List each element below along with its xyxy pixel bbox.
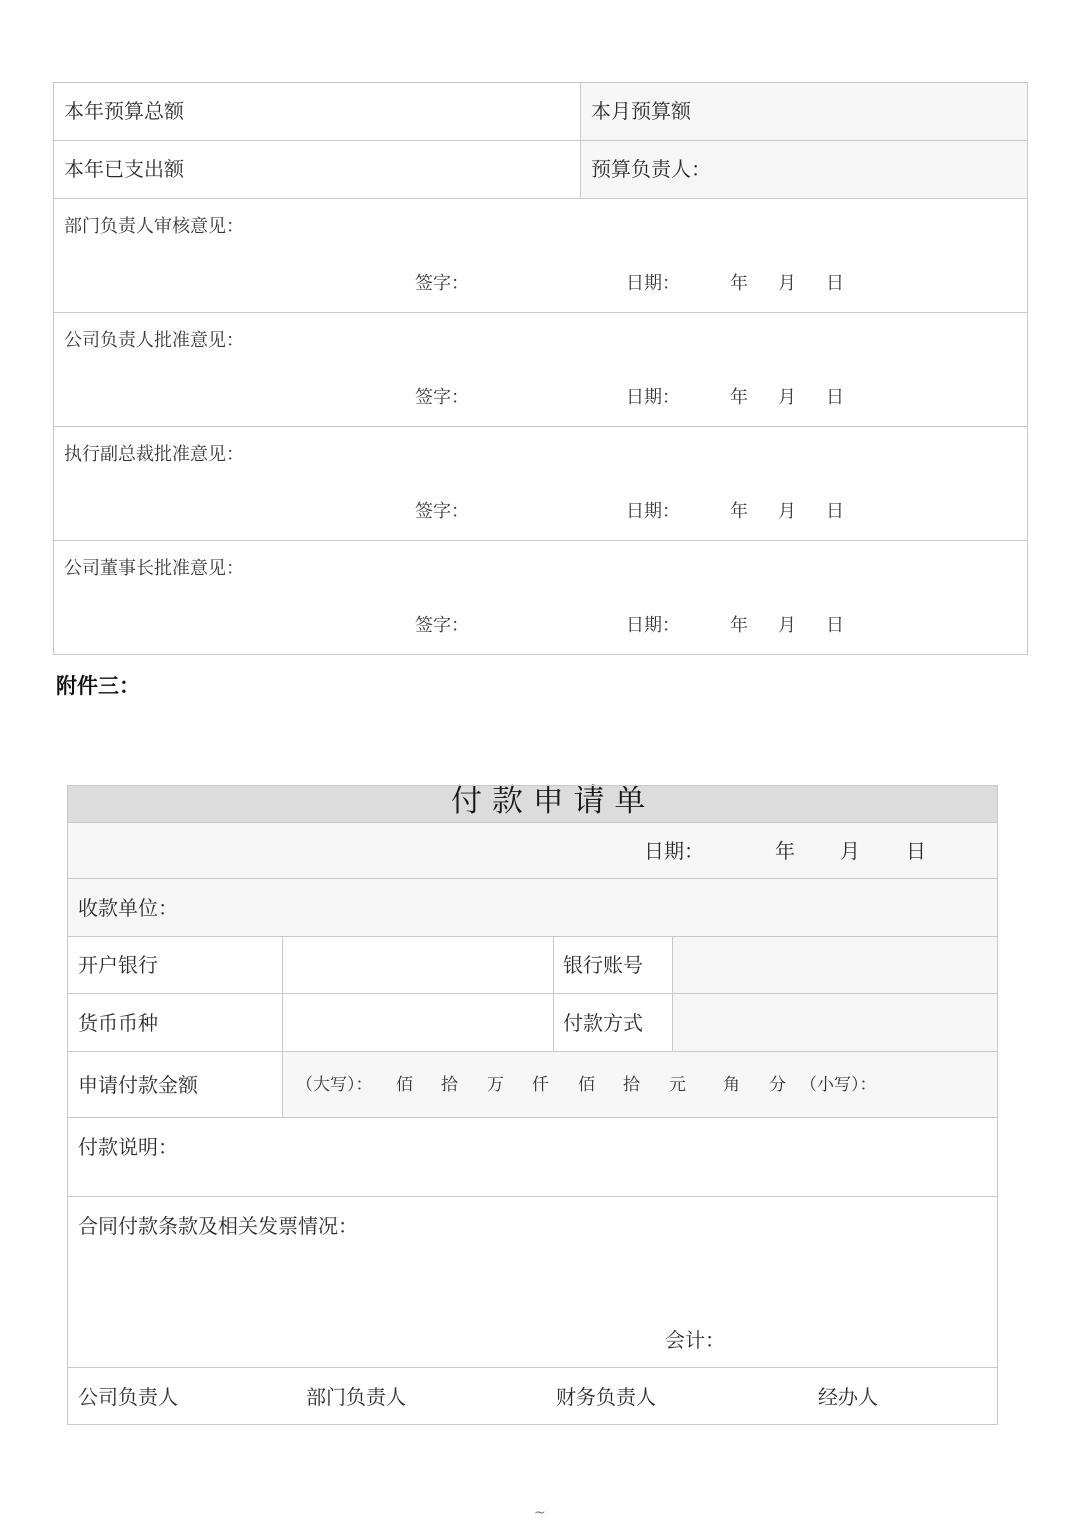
unit-yuan: 元	[669, 1075, 686, 1095]
sign-label: 签字：	[415, 387, 469, 408]
unit-fen: 分	[769, 1075, 786, 1095]
unit-wan: 万	[487, 1075, 504, 1095]
sign-label: 签字：	[415, 273, 469, 294]
amount-lower-label: （小写）：	[800, 1075, 877, 1095]
unit-jiao: 角	[723, 1075, 740, 1095]
year-label: 年	[730, 387, 748, 408]
date-label: 日期：	[626, 273, 680, 294]
form-month-label: 月	[840, 839, 860, 863]
budget-owner-label: 预算负责人：	[591, 157, 711, 181]
signer-handler: 经办人	[818, 1385, 878, 1409]
payee-row-bg	[68, 879, 997, 936]
signer-company-head: 公司负责人	[78, 1385, 178, 1409]
year-label: 年	[730, 615, 748, 636]
account-label: 银行账号	[563, 953, 643, 977]
approval-title: 执行副总裁批准意见：	[64, 444, 244, 465]
description-label: 付款说明：	[78, 1135, 178, 1159]
date-label: 日期：	[626, 501, 680, 522]
amount-upper-label: （大写）：	[296, 1075, 373, 1095]
payee-label: 收款单位：	[78, 896, 178, 920]
account-value-bg	[673, 937, 997, 993]
attachment-heading: 附件三：	[56, 674, 140, 698]
form-year-label: 年	[775, 839, 795, 863]
page-footer-mark: ~	[534, 1505, 546, 1521]
date-label: 日期：	[626, 615, 680, 636]
unit-qian: 仟	[532, 1075, 549, 1095]
sign-label: 签字：	[415, 501, 469, 522]
month-label: 月	[778, 501, 796, 522]
unit-bai-2: 佰	[578, 1075, 595, 1095]
unit-shi-2: 拾	[623, 1075, 640, 1095]
form-date-label: 日期：	[644, 839, 704, 863]
year-label: 年	[730, 501, 748, 522]
approval-title: 部门负责人审核意见：	[64, 216, 244, 237]
form-day-label: 日	[906, 839, 926, 863]
month-label: 月	[778, 387, 796, 408]
accountant-label: 会计：	[665, 1328, 725, 1352]
month-label: 月	[778, 615, 796, 636]
currency-label: 货币币种	[78, 1011, 158, 1035]
day-label: 日	[826, 615, 844, 636]
amount-label: 申请付款金额	[78, 1073, 198, 1097]
approval-title: 公司董事长批准意见：	[64, 558, 244, 579]
date-label: 日期：	[626, 387, 680, 408]
year-label: 年	[730, 273, 748, 294]
unit-shi: 拾	[441, 1075, 458, 1095]
day-label: 日	[826, 387, 844, 408]
form-title: 付 款 申 请 单	[451, 783, 646, 819]
unit-bai: 佰	[396, 1075, 413, 1095]
method-value-bg	[673, 994, 997, 1051]
day-label: 日	[826, 501, 844, 522]
contract-label: 合同付款条款及相关发票情况：	[78, 1214, 358, 1238]
year-total-budget-label: 本年预算总额	[64, 99, 184, 123]
bank-label: 开户银行	[78, 953, 158, 977]
signer-dept-head: 部门负责人	[306, 1385, 406, 1409]
signer-finance-head: 财务负责人	[556, 1385, 656, 1409]
month-label: 月	[778, 273, 796, 294]
sign-label: 签字：	[415, 615, 469, 636]
method-label: 付款方式	[563, 1011, 643, 1035]
month-budget-label: 本月预算额	[591, 99, 691, 123]
year-spent-label: 本年已支出额	[64, 157, 184, 181]
day-label: 日	[826, 273, 844, 294]
amount-value-bg	[283, 1052, 997, 1117]
approval-title: 公司负责人批准意见：	[64, 330, 244, 351]
